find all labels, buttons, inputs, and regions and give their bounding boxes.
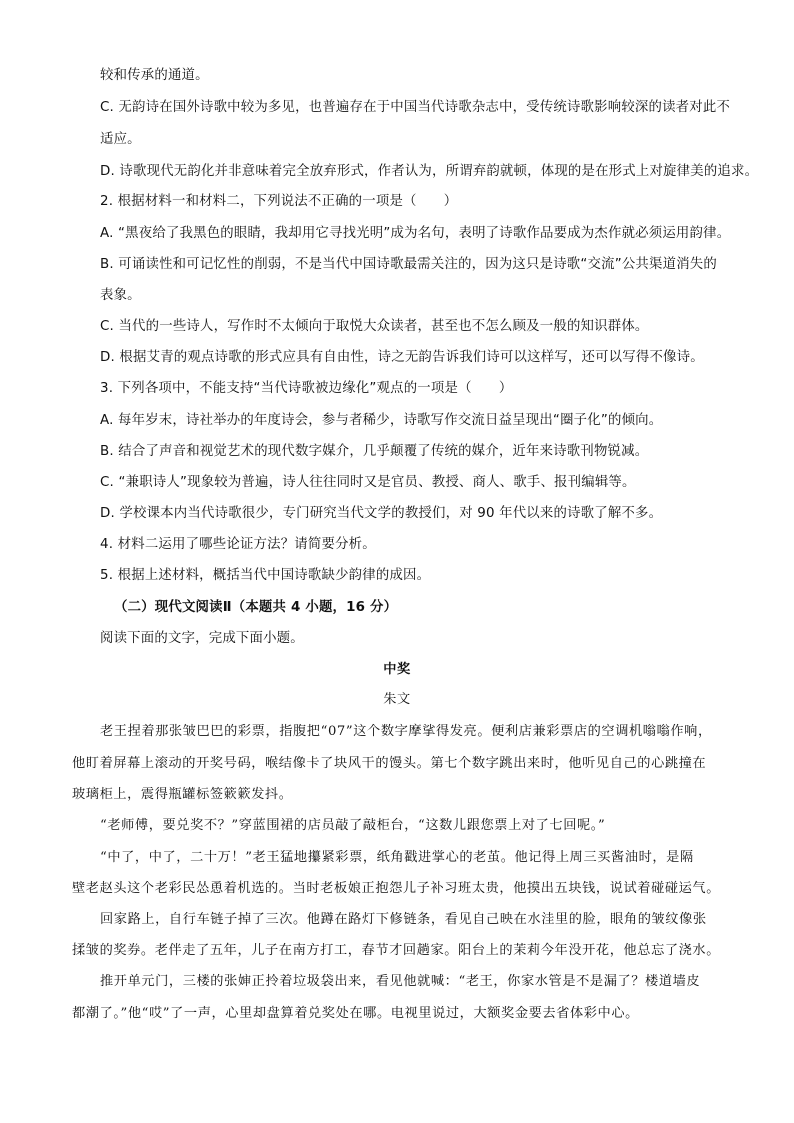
- question-2-option-b: B. 可诵读性和可记忆性的削弱，不是当代中国诗歌最需关注的，因为这只是诗歌“交流”公共渠道消失的: [100, 257, 717, 272]
- question-4-stem: 4. 材料二运用了哪些论证方法？请简要分析。: [100, 537, 376, 552]
- story-paragraph-line: 壁老赵头这个老彩民怂恿着机选的。当时老板娘正抱怨儿子补习班太贵，他摸出五块钱，说试着碰碰运气。: [72, 881, 721, 896]
- question-2-option-d: D. 根据艾青的观点诗歌的形式应具有自由性，诗之无韵告诉我们诗可以这样写，还可以写得不像诗。: [100, 350, 704, 365]
- question-3-stem: 3. 下列各项中，不能支持“当代诗歌被边缘化”观点的一项是（ ）: [100, 381, 513, 396]
- story-paragraph-line: 回家路上，自行车链子掉了三次。他蹲在路灯下修链条，看见自己映在水洼里的脸，眼角的皱纹像张: [100, 912, 707, 927]
- option-d-line: D. 诗歌现代无韵化并非意味着完全放弃形式，作者认为，所谓弃韵就顿，体现的是在形式上对旋律美的追求。: [100, 164, 759, 179]
- section-heading: （二）现代文阅读Ⅱ（本题共 4 小题，16 分）: [114, 600, 398, 615]
- material1-text-line: 较和传承的通道。: [100, 68, 209, 83]
- question-3-option-d: D. 学校课本内当代诗歌很少，专门研究当代文学的教授们，对 90 年代以来的诗歌了解不多。: [100, 506, 663, 521]
- question-2-option-a: A. “黑夜给了我黑色的眼睛，我却用它寻找光明”成为名句，表明了诗歌作品要成为杰作就必须运用韵律。: [100, 226, 731, 241]
- story-paragraph-line: 推开单元门，三楼的张婶正拎着垃圾袋出来，看见他就喊：“老王，你家水管是不是漏了？楼道墙皮: [100, 974, 701, 989]
- question-3-option-c: C. “兼职诗人”现象较为普遍，诗人往往同时又是官员、教授、商人、歌手、报刊编辑等。: [100, 475, 636, 490]
- question-2-stem: 2. 根据材料一和材料二，下列说法不正确的一项是（ ）: [100, 194, 458, 209]
- option-c-line: C. 无韵诗在国外诗歌中较为多见，也普遍存在于中国当代诗歌杂志中，受传统诗歌影响较深的读者对此不: [100, 100, 731, 115]
- story-paragraph-line: “老师傅，要兑奖不？”穿蓝围裙的店员敲了敲柜台，“这数儿跟您票上对了七回呢。”: [100, 818, 606, 833]
- story-paragraph-line: 揉皱的奖券。老伴走了五年，儿子在南方打工，春节才回趟家。阳台上的茉莉今年没开花，他总忘了浇水。: [72, 943, 721, 958]
- option-c-line-continued: 适应。: [100, 132, 141, 147]
- reading-instruction: 阅读下面的文字，完成下面小题。: [100, 631, 304, 646]
- question-3-option-a: A. 每年岁末，诗社举办的年度诗会，参与者稀少，诗歌写作交流日益呈现出“圈子化”的倾向。: [100, 413, 663, 428]
- story-paragraph-line: 玻璃柜上，震得瓶罐标签簌簌发抖。: [72, 787, 293, 802]
- story-author: 朱文: [383, 692, 411, 707]
- story-paragraph-line: 都潮了。”他“哎”了一声，心里却盘算着兑奖处在哪。电视里说过，大额奖金要去省体彩中心。: [72, 1006, 639, 1021]
- question-2-option-b-continued: 表象。: [100, 288, 141, 303]
- story-paragraph-line: “中了，中了，二十万！”老王猛地攥紧彩票，纸角戳进掌心的老茧。他记得上周三买酱油时，是隔: [100, 850, 694, 865]
- story-title: 中奖: [383, 662, 411, 677]
- question-2-option-c: C. 当代的一些诗人，写作时不太倾向于取悦大众读者，甚至也不怎么顾及一般的知识群体。: [100, 319, 649, 334]
- question-5-stem: 5. 根据上述材料，概括当代中国诗歌缺少韵律的成因。: [100, 568, 431, 583]
- story-paragraph-line: 他盯着屏幕上滚动的开奖号码，喉结像卡了块风干的馒头。第七个数字跳出来时，他听见自己的心跳撞在: [72, 756, 707, 771]
- story-paragraph-line: 老王捏着那张皱巴巴的彩票，指腹把“07”这个数字摩挲得发亮。便利店兼彩票店的空调机嗡嗡作响，: [100, 724, 712, 739]
- question-3-option-b: B. 结合了声音和视觉艺术的现代数字媒介，几乎颠覆了传统的媒介，近年来诗歌刊物锐减。: [100, 444, 649, 459]
